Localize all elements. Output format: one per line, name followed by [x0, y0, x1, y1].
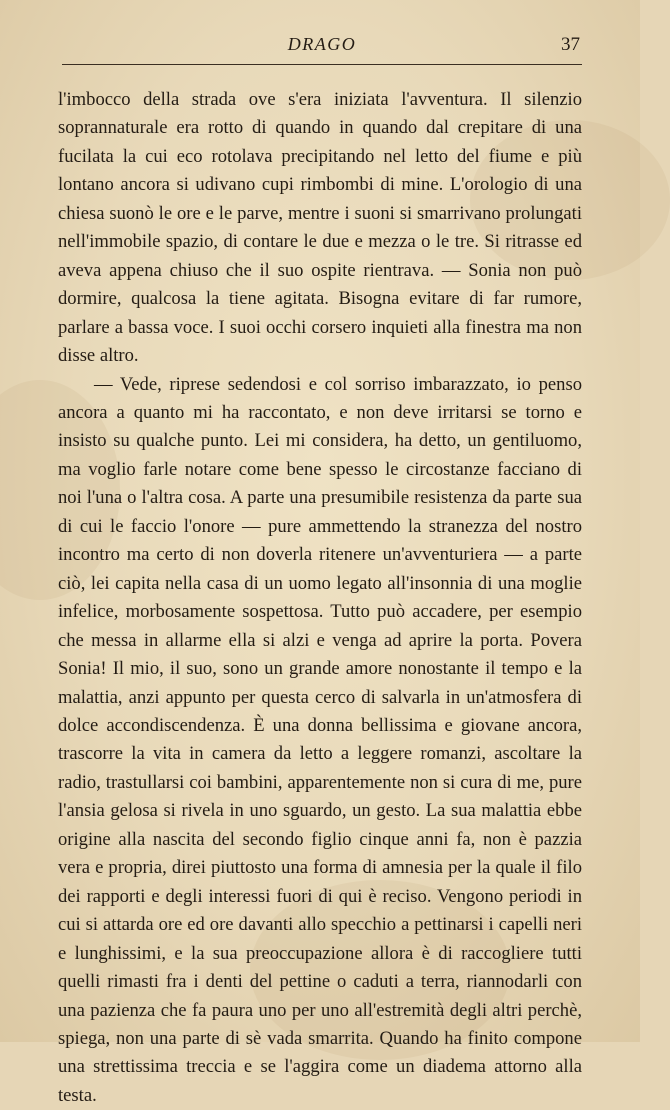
running-title: DRAGO: [287, 34, 357, 54]
body-text: [58, 86, 582, 1110]
paragraph: — Vede, riprese sedendosi e col sorriso imbarazzato, io penso ancora a quanto mi ha raccontato, e non deve irritarsi se torno e insisto su qualche punto. Lei mi considera, ha detto, un gentiluomo, ma voglio farle notare come bene spesso le circostanze facciano di noi l'una o l'altra cosa. A parte una presumibile resistenza da parte sua di cui le faccio l'onore — pure ammettendo la stranezza del nostro incontro ma certo di non doverla ritenere un'avventuriera — a parte ciò, lei capita nella casa di un uomo legato all'insonnia di una moglie infelice, morbosamente sospettosa. Tutto può accadere, per esempio che messa in allarme ella si alzi e venga ad aprire la porta. Povera Sonia! Il mio, il suo, sono un grande amore nonostante il tempo e la malattia, anzi appunto per questa cerco di salvarla in un'atmosfera di dolce accondiscendenza. È una donna bellissima e giovane ancora, trascorre la vita in camera da letto a leggere romanzi, ascoltare la radio, trastullarsi coi bambini, apparentemente non si cura di me, pure l'ansia gelosa si rivela in uno sguardo, un gesto. La sua malattia ebbe origine alla nascita del secondo figlio cinque anni fa, non è pazzia vera e propria, direi piuttosto una forma di amnesia per la quale il filo dei rapporti e degli interessi fuori di qui è reciso. Vengono periodi in cui si attarda ore ed ore davanti allo specchio a pettinarsi i capelli neri e lunghissimi, e la sua preoccupazione allora è di raccogliere tutti quelli rimasti fra i denti del pettine o caduti a terra, riannodarli con una pazienza che fa paura uno per uno all'estremità degli altri perchè, spiega, non una parte di sè vada smarrita. Quando ha finito compone una strettissima treccia e se l'aggira come un diadema attorno alla testa.: [58, 373, 582, 1106]
header-rule: [62, 64, 582, 65]
paragraph: l'imbocco della strada ove s'era iniziata l'avventura. Il silenzio soprannaturale era rotto di quando in quando dal crepitare di una fucilata la cui eco rotolava precipitando nel letto del fiume e più lontano ancora si udivano cupi rimbombi di mine. L'orologio di una chiesa suonò le ore e le parve, mentre i suoni si smarrivano prolungati nell'immobile spazio, di contare le due e mezza o le tre. Si ritrasse ed aveva appena chiuso che il suo ospite rientrava. — Sonia non può dormire, qualcosa la tiene agitata. Bisogna evitare di far rumore, parlare a bassa voce. I suoi occhi corsero inquieti alla finestra ma non disse altro.: [58, 89, 582, 367]
page-number: 37: [561, 34, 580, 55]
running-head: [62, 32, 582, 60]
